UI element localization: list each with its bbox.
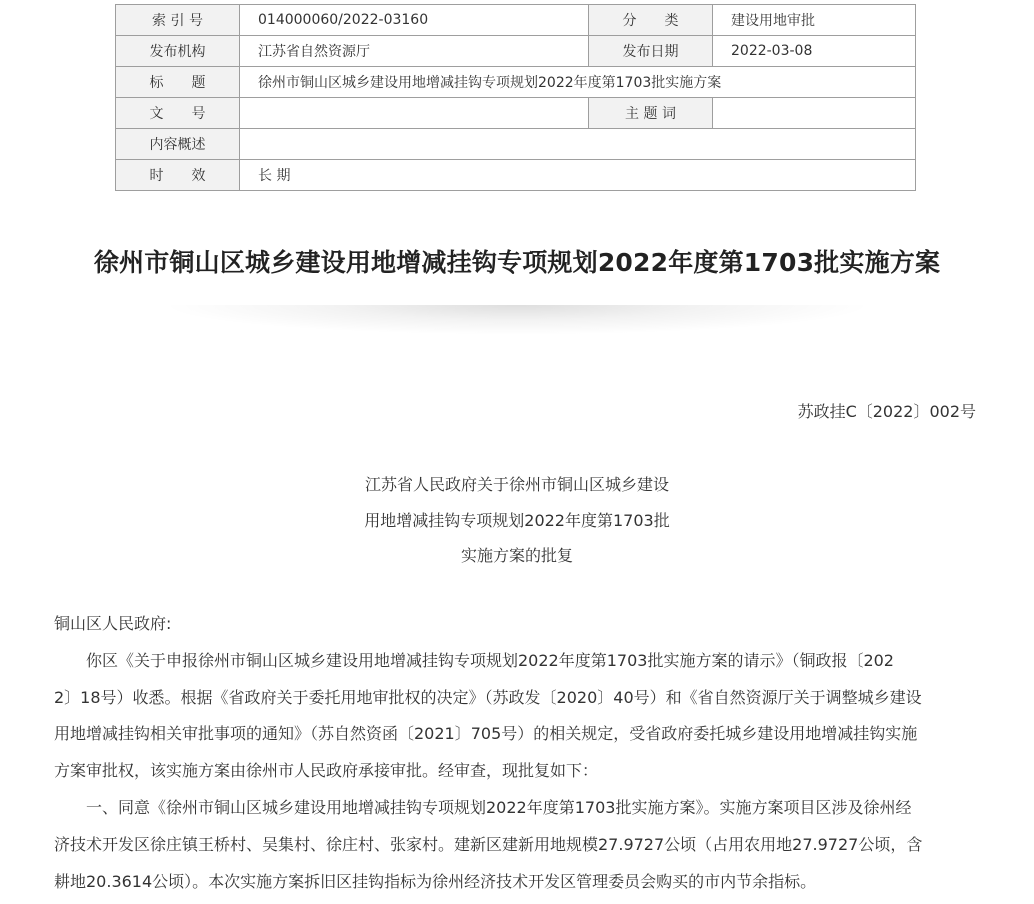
- publisher-label: 发布机构: [116, 36, 240, 67]
- metadata-row: [116, 129, 916, 160]
- title-divider: [160, 305, 874, 335]
- body-text-line: 你区《关于申报徐州市铜山区城乡建设用地增减挂钩专项规划2022年度第1703批实施方案的请示》（铜政报〔202: [54, 651, 894, 670]
- metadata-row: [116, 98, 916, 129]
- body-text-line: 济技术开发区徐庄镇王桥村、吴集村、徐庄村、张家村。建新区建新用地规模27.9727公顷（占用农用地27.9727公顷，含: [54, 835, 923, 854]
- validity-label: 时 效: [116, 160, 240, 191]
- date-label: 发布日期: [589, 36, 713, 67]
- index-label: 索 引 号: [116, 5, 240, 36]
- body-text-line: 用地增减挂钩相关审批事项的通知》（苏自然资函〔2021〕705号）的相关规定，受省政府委托城乡建设用地增减挂钩实施: [54, 724, 918, 743]
- subject-label: 主 题 词: [589, 98, 713, 129]
- document-number: 苏政挂C〔2022〕002号: [797, 402, 976, 421]
- document-title: 徐州市铜山区城乡建设用地增减挂钩专项规划2022年度第1703批实施方案: [93, 248, 941, 277]
- reply-title-line: 用地增减挂钩专项规划2022年度第1703批: [364, 511, 670, 530]
- title-label: 标 题: [116, 67, 240, 98]
- body-text-line: 方案审批权，该实施方案由徐州市人民政府承接审批。经审查，现批复如下：: [54, 761, 599, 780]
- date-value: 2022-03-08: [713, 36, 916, 67]
- validity-value: 长 期: [240, 160, 916, 191]
- metadata-table: [115, 4, 916, 191]
- addressee: 铜山区人民政府:: [54, 614, 172, 633]
- docnum-value: [240, 98, 589, 129]
- metadata-row: [116, 160, 916, 191]
- metadata-row: [116, 67, 916, 98]
- reply-title-line: 实施方案的批复: [460, 546, 573, 565]
- subject-value: [713, 98, 916, 129]
- reply-title-line: 江苏省人民政府关于徐州市铜山区城乡建设: [364, 475, 669, 494]
- body-text-line: 一、同意《徐州市铜山区城乡建设用地增减挂钩专项规划2022年度第1703批实施方案》。实施方案项目区涉及徐州经: [54, 798, 912, 817]
- publisher-value: 江苏省自然资源厅: [240, 36, 589, 67]
- metadata-row: [116, 36, 916, 67]
- docnum-label: 文 号: [116, 98, 240, 129]
- metadata-row: [116, 5, 916, 36]
- category-value: 建设用地审批: [713, 5, 916, 36]
- body-text-line: 2〕18号）收悉。根据《省政府关于委托用地审批权的决定》（苏政发〔2020〕40号）和《省自然资源厅关于调整城乡建设: [54, 688, 922, 707]
- summary-value: [240, 129, 916, 160]
- category-label: 分 类: [589, 5, 713, 36]
- title-value: 徐州市铜山区城乡建设用地增减挂钩专项规划2022年度第1703批实施方案: [240, 67, 916, 98]
- body-text-line: 耕地20.3614公顷）。本次实施方案拆旧区挂钩指标为徐州经济技术开发区管理委员会购买的市内节余指标。: [54, 872, 817, 891]
- index-value: 014000060/2022-03160: [240, 5, 589, 36]
- summary-label: 内容概述: [116, 129, 240, 160]
